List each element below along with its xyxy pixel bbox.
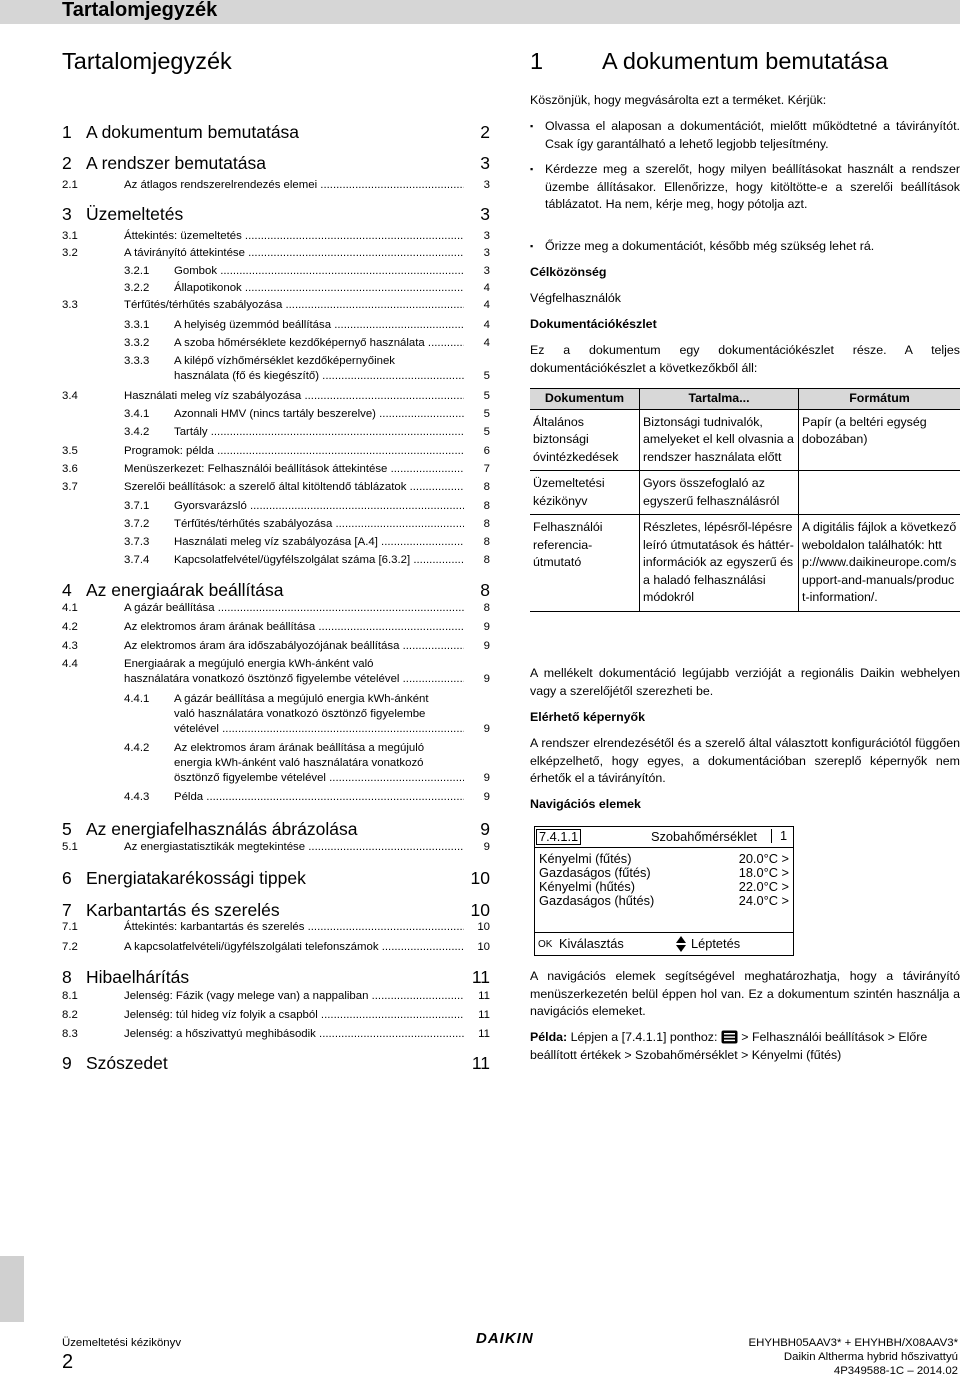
toc-number: 3.5: [62, 444, 124, 459]
toc-number: 8.3: [62, 1027, 124, 1042]
toc-entry-link[interactable]: [62, 229, 490, 244]
toc-title: Tartalomjegyzék: [62, 48, 232, 75]
toc-number: 3.4: [62, 389, 124, 404]
toc-text: A rendszer bemutatása: [86, 153, 464, 173]
toc-page-number: 8: [464, 499, 490, 514]
toc-page-number: 11: [464, 1027, 490, 1042]
list-item: ▪ Őrizze meg a dokumentációt, később még szükség lehet rá.: [530, 238, 960, 256]
toc-entry-link[interactable]: [62, 620, 490, 635]
screen-title: Szobahőmérséklet: [651, 830, 757, 844]
toc-page-number: 8: [464, 517, 490, 532]
toc-number: 3.3.2: [124, 336, 174, 351]
toc-page-number: 9: [464, 840, 490, 855]
toc-text: Gombok .....: [174, 264, 464, 279]
toc-page-number: 6: [464, 444, 490, 459]
toc-page-number: 3: [464, 204, 490, 224]
toc-entry-link[interactable]: [62, 336, 490, 351]
toc-number: 6: [62, 868, 86, 888]
toc-number: 4.4.2: [124, 741, 174, 756]
toc-chapter-link[interactable]: [62, 967, 490, 987]
toc-entry-link[interactable]: [62, 1027, 490, 1042]
toc-entry-link[interactable]: [62, 940, 490, 955]
toc-entry-link[interactable]: [62, 553, 490, 568]
toc-number: 4.3: [62, 639, 124, 654]
toc-text-line: ösztönző figyelembe vételével .....: [174, 771, 464, 786]
toc-number: 3.4.1: [124, 407, 174, 422]
toc-number: 4.4: [62, 657, 124, 672]
toc-number: 4.4.1: [124, 692, 174, 707]
toc-number: 7.2: [62, 940, 124, 955]
toc-page-number: 10: [464, 868, 490, 888]
toc-text: Karbantartás és szerelés: [86, 900, 464, 920]
toc-number: 4.1: [62, 601, 124, 616]
toc-text-line: használatára vonatkozó ösztönző figyelembe vételével .....: [124, 672, 464, 687]
toc-entry-link[interactable]: [62, 407, 490, 422]
list-item[interactable]: Kényelmi (fűtés) 20.0°C >: [539, 852, 789, 866]
table-row: Általános biztonsági óvintézkedések Biztonsági tudnivalók, amelyeket el kell olvasnia a rendszer használata előtt Papír (a beltéri egység dobozában): [530, 409, 960, 471]
toc-text-line: Energiaárak a megújuló energia kWh-ánként való: [124, 657, 464, 672]
toc-text: A szoba hőmérséklete kezdőképernyő használata .....: [174, 336, 464, 351]
daikin-logo: DAIKIN: [476, 1332, 534, 1346]
toc-number: 3.7: [62, 480, 124, 495]
toc-page-number: 3: [464, 229, 490, 244]
screen-page: 1: [771, 829, 787, 843]
toc-number: 3.2: [62, 246, 124, 261]
toc-entry-link[interactable]: [62, 741, 490, 786]
nav-heading: Navigációs elemek: [530, 797, 641, 811]
toc-page-number: 9: [464, 620, 490, 635]
toc-page-number: 5: [464, 425, 490, 440]
toc-text: Hibaelhárítás: [86, 967, 464, 987]
toc-text: Menüszerkezet: Felhasználói beállítások áttekintése .....: [124, 462, 464, 477]
toc-entry-link[interactable]: [62, 639, 490, 654]
up-down-arrows-icon[interactable]: [675, 935, 687, 953]
table-row: Felhasználói referencia-útmutató Részletes, lépésről-lépésre leíró útmutatások és háttér-információk az egyszerű és a haladó felhasználási módokról A digitális fájlok a következő weboldalon találhatók: http://www.daikineurope.com/support-and-manuals/product-information/.: [530, 515, 960, 612]
toc-number: 2.1: [62, 178, 124, 193]
footer-model: EHYHBH05AAV3* + EHYHBH/X08AAV3*: [749, 1336, 958, 1350]
toc-page-number: 5: [464, 407, 490, 422]
toc-page-number: 11: [464, 1008, 490, 1023]
toc-number: 4.2: [62, 620, 124, 635]
screens-heading: Elérhető képernyők: [530, 710, 645, 724]
latest-version-text: A mellékelt dokumentáció legújabb verzióját a regionális Daikin webhelyen vagy a szerelőjétől szerezheti be.: [530, 665, 960, 700]
toc-number: 1: [62, 122, 86, 142]
list-item: ▪ Kérdezze meg a szerelőt, hogy milyen beállításokat használt a rendszer üzembe állításakor. Ellenőrizze, hogy kitöltötte-e a szerelői beállítások táblázatot. Ha nem, kérje meg, hogy pótolja azt.: [530, 161, 960, 214]
footer-code: 4P349588-1C – 2014.02: [834, 1364, 958, 1378]
toc-text-line: való használatára vonatkozó ösztönző figyelembe: [174, 707, 464, 722]
toc-text: Használati meleg víz szabályozása .....: [124, 389, 464, 404]
toc-text: [174, 741, 464, 786]
toc-page-number: 9: [464, 722, 490, 737]
toc-number: 3.7.3: [124, 535, 174, 550]
toc-text: Tartály .....: [174, 425, 464, 440]
toc-chapter-link[interactable]: [62, 580, 490, 600]
footer-side-bar: [0, 1256, 24, 1322]
toc-entry-link[interactable]: [62, 425, 490, 440]
toc-text: Az energiafelhasználás ábrázolása: [86, 819, 464, 839]
toc-text: [174, 354, 464, 384]
toc-page-number: 11: [464, 1053, 490, 1073]
toc-text: Jelenség: túl hideg víz folyik a csapból .....: [124, 1008, 464, 1023]
toc-entry-link[interactable]: [62, 692, 490, 737]
toc-number: 7.1: [62, 920, 124, 935]
toc-text: Üzemeltetés: [86, 204, 464, 224]
toc-text: Az energiastatisztikák megtekintése .....: [124, 840, 464, 855]
toc-text-line: A kilépő vízhőmérséklet kezdőképernyőinek: [174, 354, 464, 369]
toc-entry-link[interactable]: [62, 989, 490, 1004]
list-item[interactable]: Gazdaságos (hűtés) 24.0°C >: [539, 894, 789, 908]
toc-text: Azonnali HMV (nincs tartály beszerelve) .....: [174, 407, 464, 422]
toc-text: A kapcsolatfelvételi/ügyfélszolgálati telefonszámok .....: [124, 940, 464, 955]
toc-entry-link[interactable]: [62, 657, 490, 687]
toc-number: 4: [62, 580, 86, 600]
toc-entry-link[interactable]: [62, 389, 490, 404]
toc-page-number: 5: [464, 369, 490, 384]
toc-number: 9: [62, 1053, 86, 1073]
toc-chapter-link[interactable]: [62, 153, 490, 173]
toc-number: 3.6: [62, 462, 124, 477]
table-header: Tartalma...: [640, 389, 799, 410]
toc-text: Programok: példa .....: [124, 444, 464, 459]
toc-number: 3.7.1: [124, 499, 174, 514]
toc-number: 3.4.2: [124, 425, 174, 440]
toc-text: Példa .....: [174, 790, 464, 805]
toc-number: 8: [62, 967, 86, 987]
toc-text: Jelenség: a hőszivattyú meghibásodik .....: [124, 1027, 464, 1042]
toc-text: A dokumentum bemutatása: [86, 122, 464, 142]
toc-number: 3: [62, 204, 86, 224]
toc-text: Energiatakarékossági tippek: [86, 868, 464, 888]
toc-entry-link[interactable]: [62, 1008, 490, 1023]
toc-number: 3.2.2: [124, 281, 174, 296]
toc-text: Az elektromos áram ára időszabályozójának beállítása .....: [124, 639, 464, 654]
toc-number: 3.2.1: [124, 264, 174, 279]
toc-page-number: 7: [464, 462, 490, 477]
toc-text: Az elektromos áram árának beállítása .....: [124, 620, 464, 635]
toc-chapter-link[interactable]: [62, 819, 490, 839]
toc-number: 5: [62, 819, 86, 839]
toc-page-number: 9: [464, 790, 490, 805]
toc-text: Áttekintés: üzemeltetés .....: [124, 229, 464, 244]
download-link[interactable]: A digitális fájlok a következő weboldalon találhatók: http://www.daikineurope.com/support-and-manuals/product-information/.: [799, 515, 960, 612]
toc-page-number: 11: [464, 967, 490, 987]
toc-entry-link[interactable]: [62, 444, 490, 459]
toc-text: Szerelői beállítások: a szerelő által kitöltendő táblázatok .....: [124, 480, 464, 495]
menu-icon: [721, 1030, 738, 1044]
table-row: Üzemeltetési kézikönyv Gyors összefoglaló az egyszerű felhasználásról: [530, 471, 960, 515]
toc-number: 8.2: [62, 1008, 124, 1023]
toc-page-number: 3: [464, 153, 490, 173]
toc-number: 4.4.3: [124, 790, 174, 805]
toc-number: 3.3.3: [124, 354, 174, 369]
toc-text: A helyiség üzemmód beállítása .....: [174, 318, 464, 333]
toc-text-line: energia kWh-ánként való használatára vonatkozó: [174, 756, 464, 771]
toc-number: 5.1: [62, 840, 124, 855]
audience-heading: Célközönség: [530, 265, 606, 279]
toc-page-number: 4: [464, 281, 490, 296]
toc-number: 3.3: [62, 298, 124, 313]
footer-page-number: 2: [62, 1351, 73, 1373]
toc-number: 7: [62, 900, 86, 920]
toc-text: Az energiaárak beállítása: [86, 580, 464, 600]
toc-page-number: 10: [464, 920, 490, 935]
toc-entry-link[interactable]: [62, 462, 490, 477]
nav-label: Léptetés: [691, 937, 740, 951]
toc-text: Áttekintés: karbantartás és szerelés .....: [124, 920, 464, 935]
toc-page-number: 3: [464, 178, 490, 193]
toc-text: Jelenség: Fázik (vagy melege van) a nappaliban .....: [124, 989, 464, 1004]
toc-entry-link[interactable]: [62, 298, 490, 313]
toc-text: Kapcsolatfelvétel/ügyfélszolgálat száma [6.3.2] .....: [174, 553, 464, 568]
toc-entry-link[interactable]: [62, 535, 490, 550]
toc-page-number: 8: [464, 553, 490, 568]
footer-product: Daikin Altherma hybrid hőszivattyú: [784, 1350, 958, 1364]
toc-page-number: 2: [464, 122, 490, 142]
intro-text: Köszönjük, hogy megvásárolta ezt a terméket. Kérjük:: [530, 92, 960, 110]
table-header: Formátum: [799, 389, 960, 410]
list-item[interactable]: Gazdaságos (fűtés) 18.0°C >: [539, 866, 789, 880]
toc-page-number: 3: [464, 264, 490, 279]
toc-text-line: Az elektromos áram árának beállítása a megújuló: [174, 741, 464, 756]
toc-text: Az átlagos rendszerelrendezés elemei .....: [124, 178, 464, 193]
toc-number: 3.1: [62, 229, 124, 244]
toc-entry-link[interactable]: [62, 517, 490, 532]
toc-entry-link[interactable]: [62, 480, 490, 495]
toc-number: 2: [62, 153, 86, 173]
toc-number: 3.7.2: [124, 517, 174, 532]
ok-key[interactable]: OK: [538, 938, 552, 952]
toc-entry-link[interactable]: [62, 246, 490, 261]
toc-number: 3.7.4: [124, 553, 174, 568]
footer-doc-type: Üzemeltetési kézikönyv: [62, 1336, 181, 1350]
toc-chapter-link[interactable]: [62, 204, 490, 224]
toc-text: [124, 657, 464, 687]
controller-screen: [534, 826, 794, 956]
toc-entry-link[interactable]: [62, 790, 490, 805]
toc-number: 8.1: [62, 989, 124, 1004]
toc-page-number: 8: [464, 601, 490, 616]
toc-text: [174, 692, 464, 737]
toc-chapter-link[interactable]: [62, 868, 490, 888]
toc-page-number: 8: [464, 535, 490, 550]
documentation-table: [530, 388, 960, 612]
toc-entry-link[interactable]: [62, 318, 490, 333]
section-heading: 1 A dokumentum bemutatása: [530, 48, 888, 75]
toc-page-number: 4: [464, 318, 490, 333]
toc-page-number: 4: [464, 336, 490, 351]
screen-title-bar: [535, 827, 793, 848]
table-header: Dokumentum: [530, 389, 640, 410]
toc-text-line: A gázár beállítása a megújuló energia kWh-ánként: [174, 692, 464, 707]
toc-entry-link[interactable]: [62, 281, 490, 296]
example-text: Példa: Lépjen a [7.4.1.1] ponthoz: > Felhasználói beállítások > Előre beállított értékek > Szobahőmérséklet > Kényelmi (fűtés): [530, 1029, 960, 1064]
audience-text: Végfelhasználók: [530, 290, 960, 308]
toc-chapter-link[interactable]: [62, 900, 490, 920]
toc-chapter-link[interactable]: [62, 122, 490, 142]
toc-page-number: 5: [464, 389, 490, 404]
toc-text: Térfűtés/térhűtés szabályozása .....: [124, 298, 464, 313]
toc-page-number: 3: [464, 246, 490, 261]
ok-label: Kiválasztás: [559, 937, 624, 951]
toc-number: 3.3.1: [124, 318, 174, 333]
toc-chapter-link[interactable]: [62, 1053, 490, 1073]
toc-page-number: 9: [464, 771, 490, 786]
toc-page-number: 9: [464, 639, 490, 654]
toc-page-number: 9: [464, 672, 490, 687]
toc-text: Használati meleg víz szabályozása [A.4] .....: [174, 535, 464, 550]
toc-entry-link[interactable]: [62, 840, 490, 855]
toc-page-number: 9: [464, 819, 490, 839]
toc-text: Gyorsvarázsló .....: [174, 499, 464, 514]
list-item[interactable]: Kényelmi (hűtés) 22.0°C >: [539, 880, 789, 894]
toc-page-number: 4: [464, 298, 490, 313]
toc-text: Szószedet: [86, 1053, 464, 1073]
docset-text: Ez a dokumentum egy dokumentációkészlet része. A teljes dokumentációkészlet a következőkből áll:: [530, 342, 960, 377]
toc-entry-link[interactable]: [62, 264, 490, 279]
toc-text: A távirányító áttekintése .....: [124, 246, 464, 261]
toc-text: A gázár beállítása .....: [124, 601, 464, 616]
toc-entry-link[interactable]: [62, 920, 490, 935]
header-title: Tartalomjegyzék: [62, 0, 217, 22]
toc-text-line: használata (fő és kiegészítő) .....: [174, 369, 464, 384]
toc-page-number: 11: [464, 989, 490, 1004]
toc-page-number: 8: [464, 480, 490, 495]
toc-page-number: 8: [464, 580, 490, 600]
toc-page-number: 10: [464, 900, 490, 920]
toc-text: Állapotikonok .....: [174, 281, 464, 296]
toc-text-line: vételével .....: [174, 722, 464, 737]
toc-page-number: 10: [464, 940, 490, 955]
toc-entry-link[interactable]: [62, 601, 490, 616]
toc-entry-link[interactable]: [62, 499, 490, 514]
menu-code: 7.4.1.1: [536, 829, 581, 845]
nav-text: A navigációs elemek segítségével meghatározhatja, hogy a távirányító menüszerkezetén belül éppen hol van. Ez a dokumentum szintén használja a navigációs elemeket.: [530, 968, 960, 1021]
toc-text: Térfűtés/térhűtés szabályozása .....: [174, 517, 464, 532]
page-header: [0, 0, 960, 24]
screen-footer: [535, 932, 793, 956]
toc-entry-link[interactable]: [62, 354, 490, 384]
list-item: ▪ Olvassa el alaposan a dokumentációt, mielőtt működtetné a távirányítót. Csak így garantálható a lehető legjobb teljesítmény.: [530, 118, 960, 153]
toc-entry-link[interactable]: [62, 178, 490, 193]
screens-text: A rendszer elrendezésétől és a szerelő által választott konfigurációtól függően elképzelhető, hogy egyes, a dokumentációban szereplő képernyők nem érhetők el a távirányítón.: [530, 735, 960, 788]
docset-heading: Dokumentációkészlet: [530, 317, 657, 331]
